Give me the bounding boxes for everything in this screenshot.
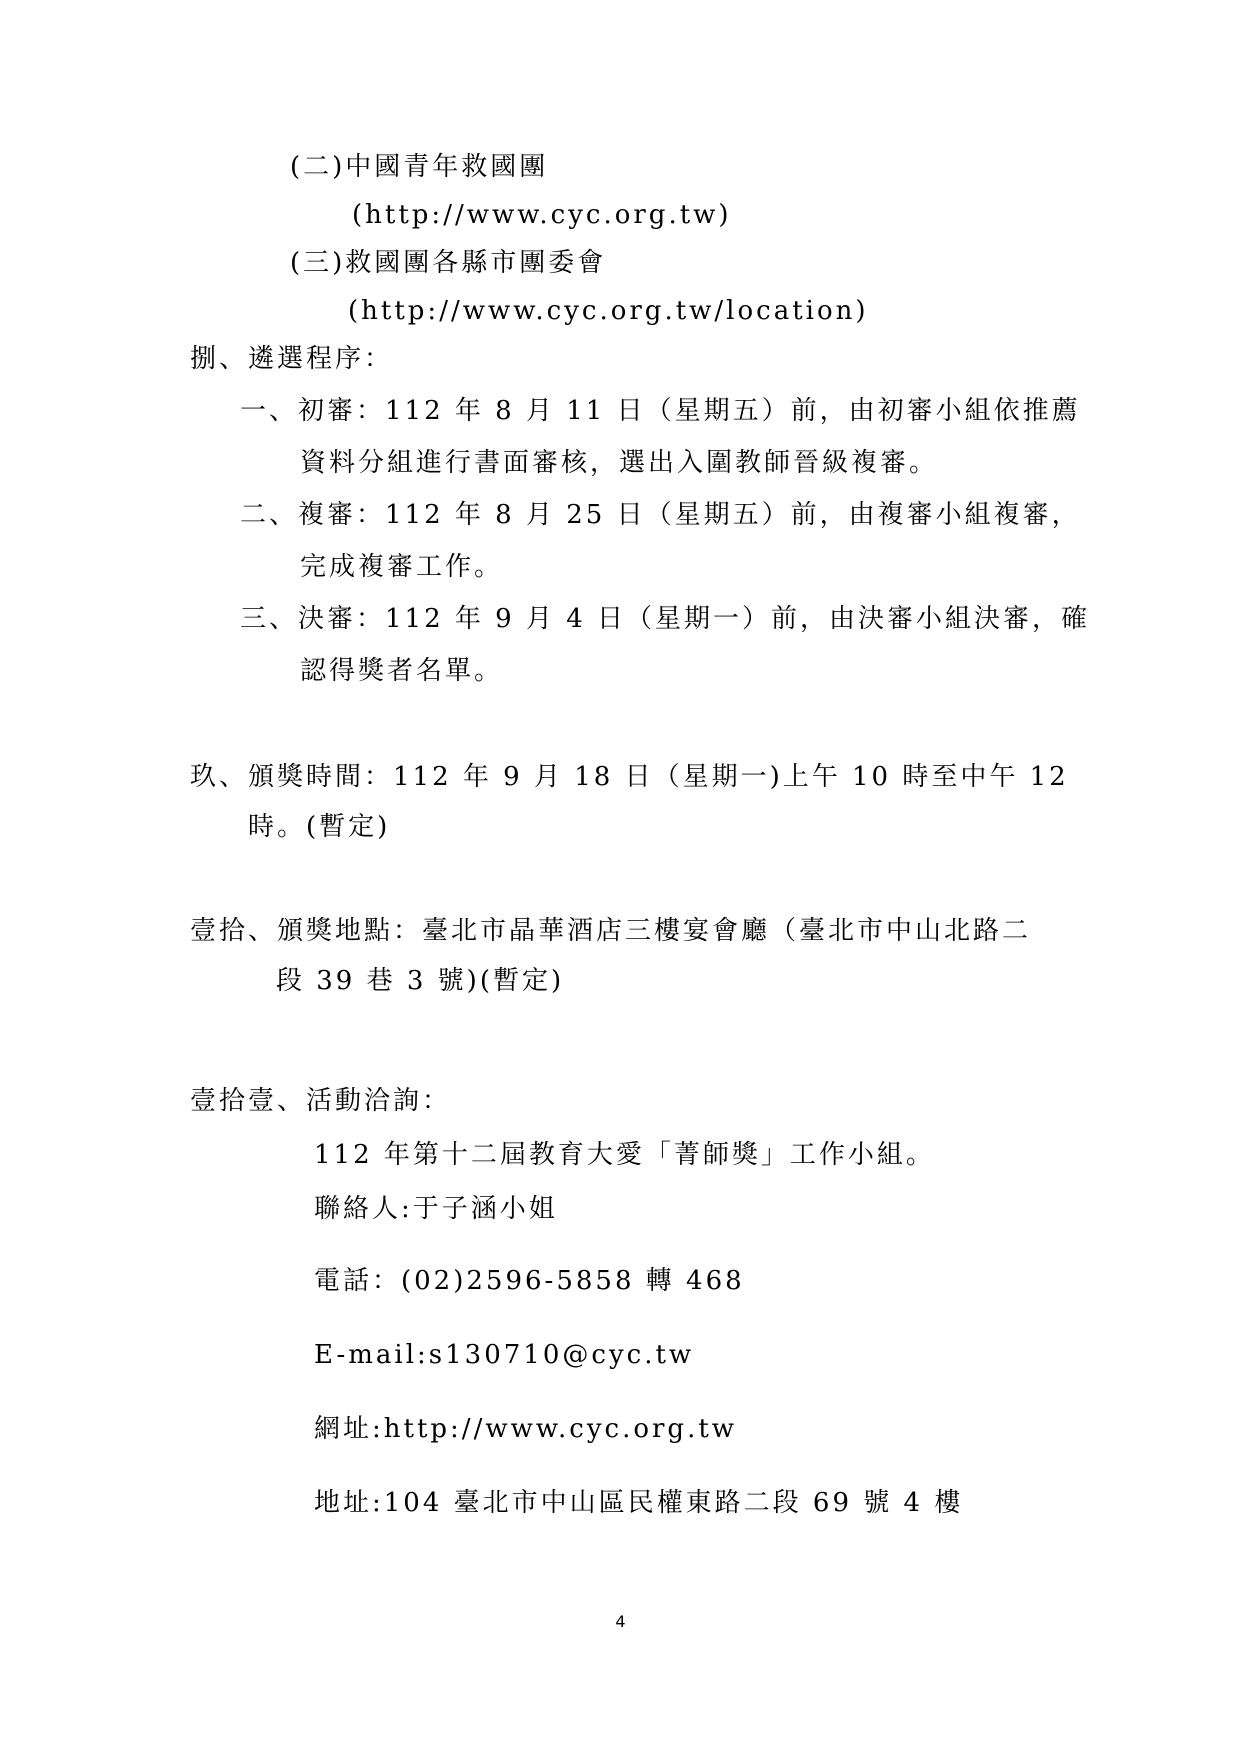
item-2-title: (二)中國青年救國團 xyxy=(290,152,549,182)
section-8-heading: 捌、遴選程序： xyxy=(190,344,394,374)
item-3-title: (三)救國團各縣市團委會 xyxy=(290,248,607,278)
contact-phone: 電話：(02)2596-5858 轉 468 xyxy=(314,1266,745,1296)
page-number: 4 xyxy=(615,1612,626,1631)
item-3-url: (http://www.cyc.org.tw/location) xyxy=(348,296,869,326)
contact-team: 112 年第十二屆教育大愛「菁師獎」工作小組。 xyxy=(314,1140,935,1170)
section-11-heading: 壹拾壹、活動洽詢： xyxy=(190,1086,452,1116)
section-10-line-1: 壹拾、頒獎地點：臺北市晶華酒店三樓宴會廳（臺北市中山北路二 xyxy=(190,916,1032,946)
section-8-step-1-line-2: 資料分組進行書面審核，選出入圍教師晉級複審。 xyxy=(300,448,939,478)
section-9-line-2: 時。(暫定) xyxy=(248,812,391,842)
section-8-step-2-line-2: 完成複審工作。 xyxy=(300,552,504,582)
contact-website: 網址:http://www.cyc.org.tw xyxy=(314,1414,738,1444)
section-8-step-3-line-2: 認得獎者名單。 xyxy=(300,656,504,686)
section-8-step-1-line-1: 一、初審：112 年 8 月 11 日（星期五）前，由初審小組依推薦 xyxy=(240,396,1081,426)
contact-email: E-mail:s130710@cyc.tw xyxy=(314,1340,695,1370)
contact-address: 地址:104 臺北市中山區民權東路二段 69 號 4 樓 xyxy=(314,1488,964,1518)
section-8-step-3-line-1: 三、決審：112 年 9 月 4 日（星期一）前，由決審小組決審，確 xyxy=(240,604,1091,634)
item-2-url: (http://www.cyc.org.tw) xyxy=(352,200,732,230)
section-10-line-2: 段 39 巷 3 號)(暫定) xyxy=(276,966,565,996)
contact-person: 聯絡人:于子涵小姐 xyxy=(314,1194,558,1224)
section-8-step-2-line-1: 二、複審：112 年 8 月 25 日（星期五）前，由複審小組複審， xyxy=(240,500,1081,530)
section-9-line-1: 玖、頒獎時間：112 年 9 月 18 日（星期一)上午 10 時至中午 12 xyxy=(190,762,1069,792)
